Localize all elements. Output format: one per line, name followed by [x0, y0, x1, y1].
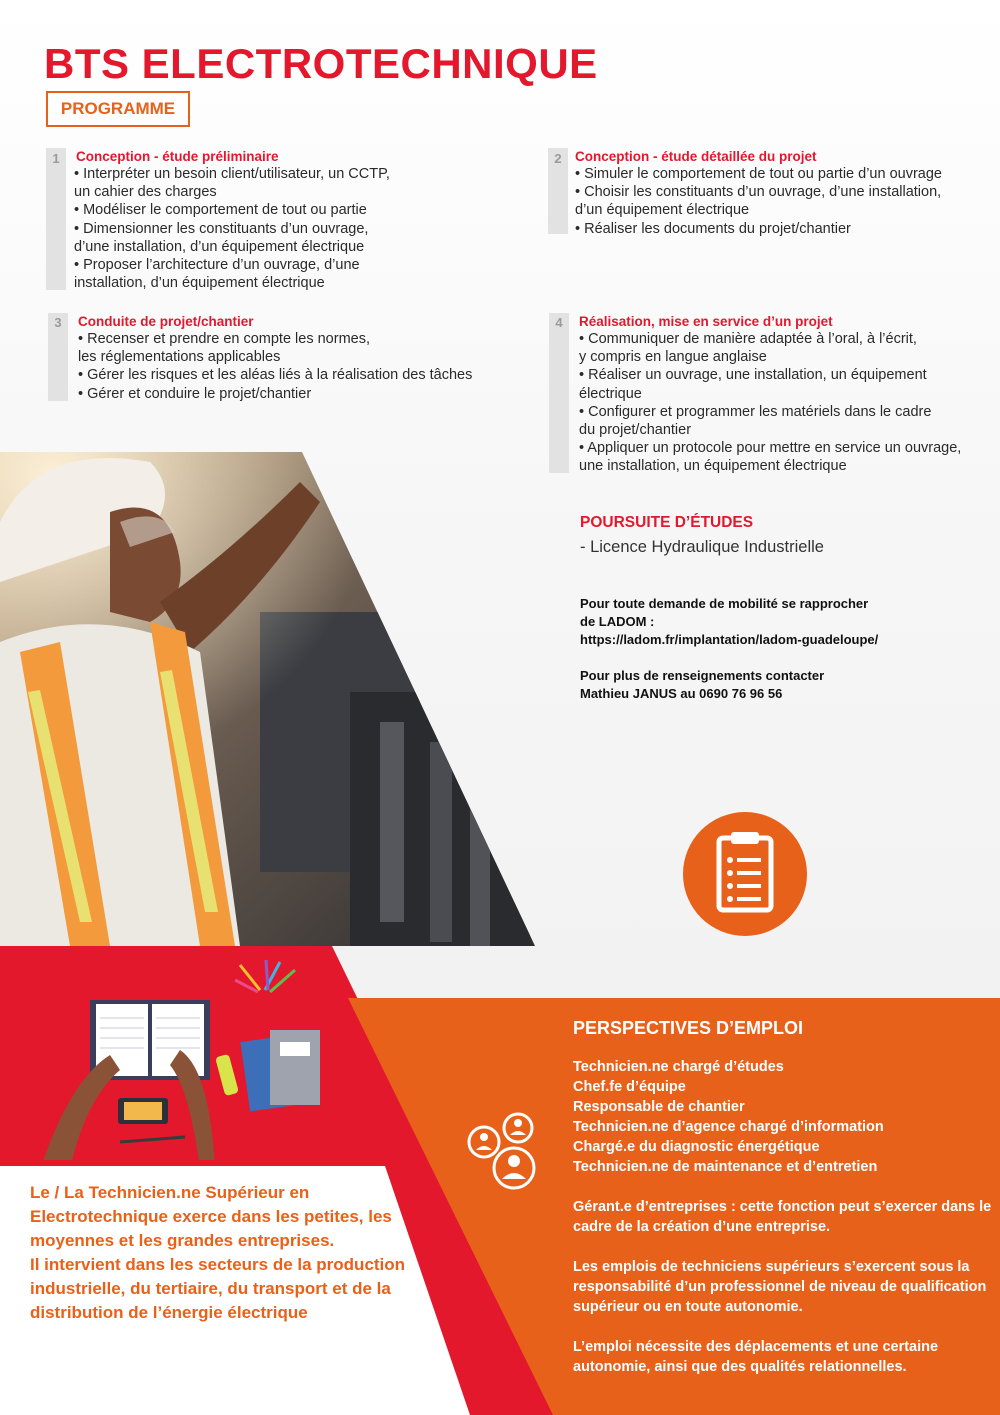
step-line: un cahier des charges: [74, 184, 217, 201]
job-item: Technicien.ne d’agence chargé d’information: [573, 1119, 884, 1135]
programme-step-1: [46, 148, 506, 290]
step-title: Conduite de projet/chantier: [78, 314, 254, 329]
programme-step-4: [549, 313, 989, 473]
step-bar: [46, 148, 66, 290]
page-title: BTS ELECTROTECHNIQUE: [44, 40, 598, 87]
info-line-2: Mathieu JANUS au 0690 76 96 56: [580, 686, 783, 701]
programme-step-3: [48, 313, 508, 401]
step-line: d’un équipement électrique: [575, 202, 750, 219]
info-line-1: Pour plus de renseignements contacter: [580, 668, 825, 683]
mobility-line-2: de LADOM :: [580, 614, 655, 629]
step-title: Conception - étude préliminaire: [76, 149, 279, 164]
step-line: électrique: [579, 385, 642, 402]
study-illustration: [40, 960, 340, 1165]
step-line: • Dimensionner les constituants d’un ouvrage,: [74, 220, 369, 237]
step-title: Réalisation, mise en service d’un projet: [579, 314, 833, 329]
step-number: 4: [555, 315, 563, 330]
step-title: Conception - étude détaillée du projet: [575, 149, 817, 164]
deplacements-paragraph: L’emploi nécessite des déplacements et une certaine autonomie, ainsi que des qualités relationnelles.: [573, 1339, 939, 1375]
step-line: du projet/chantier: [579, 422, 692, 439]
people-network-icon: [466, 1112, 550, 1197]
step-line: • Gérer et conduire le projet/chantier: [78, 385, 312, 402]
step-lines: [575, 165, 942, 238]
step-line: • Réaliser les documents du projet/chantier: [575, 220, 851, 237]
jobs-list: [573, 1057, 884, 1177]
step-line: • Choisir les constituants d’un ouvrage, d’une installation,: [575, 184, 942, 201]
clipboard-icon: [683, 812, 807, 936]
step-line: installation, d’un équipement électrique: [74, 275, 325, 292]
step-line: • Communiquer de manière adaptée à l’oral, à l’écrit,: [579, 331, 917, 347]
technicien-paragraph-2: Il intervient dans les secteurs de la production industrielle, du tertiaire, du transport et de la distribution de l’énergie électrique: [30, 1255, 406, 1322]
step-lines: [74, 165, 390, 292]
step-line: • Réaliser un ouvrage, une installation, un équipement: [579, 367, 927, 384]
step-line: • Simuler le comportement de tout ou partie d’un ouvrage: [575, 166, 942, 182]
job-item: Chef.fe d’équipe: [573, 1079, 686, 1095]
gerant-paragraph: Gérant.e d’entreprises : cette fonction peut s’exercer dans le cadre de la création d’une entreprise.: [573, 1199, 992, 1235]
job-item: Chargé.e du diagnostic énergétique: [573, 1139, 820, 1155]
step-number: 2: [554, 151, 562, 166]
step-lines: [579, 330, 961, 476]
job-item: Technicien.ne chargé d’études: [573, 1059, 784, 1075]
step-bar: [549, 313, 569, 473]
step-number: 1: [52, 151, 60, 166]
programme-step-2: [548, 148, 988, 237]
step-line: • Appliquer un protocole pour mettre en service un ouvrage,: [579, 440, 962, 457]
job-item: Technicien.ne de maintenance et d’entretien: [573, 1159, 878, 1175]
step-line: • Proposer l’architecture d’un ouvrage, d’une: [74, 257, 360, 274]
step-line: y compris en langue anglaise: [579, 349, 767, 366]
programme-label: PROGRAMME: [46, 91, 190, 127]
step-line: les réglementations applicables: [78, 349, 281, 366]
poursuite-item: - Licence Hydraulique Industrielle: [580, 538, 824, 556]
step-line: • Recenser et prendre en compte les normes,: [78, 331, 370, 347]
step-line: • Interpréter un besoin client/utilisateur, un CCTP,: [74, 166, 390, 182]
technicien-description: [30, 1181, 440, 1325]
step-line: une installation, un équipement électrique: [579, 458, 847, 475]
job-item: Responsable de chantier: [573, 1099, 745, 1115]
step-line: • Gérer les risques et les aléas liés à la réalisation des tâches: [78, 367, 473, 384]
step-line: • Configurer et programmer les matériels dans le cadre: [579, 403, 932, 420]
emplois-paragraph: Les emplois de techniciens supérieurs s’exercent sous la responsabilité d’un professionnel de niveau de qualification supérieur ou en toute autonomie.: [573, 1259, 987, 1315]
ladom-link[interactable]: https://ladom.fr/implantation/ladom-guadeloupe/: [580, 632, 879, 647]
step-line: • Modéliser le comportement de tout ou partie: [74, 202, 367, 219]
step-line: d’une installation, d’un équipement électrique: [74, 238, 365, 255]
step-number: 3: [54, 315, 62, 330]
mobility-line-1: Pour toute demande de mobilité se rapprocher: [580, 596, 869, 611]
perspectives-title: PERSPECTIVES D’EMPLOI: [573, 1018, 804, 1038]
technicien-paragraph-1: Le / La Technicien.ne Supérieur en Electrotechnique exerce dans les petites, les moyennes et les grandes entreprises.: [30, 1183, 392, 1250]
poursuite-title: POURSUITE D’ÉTUDES: [580, 514, 754, 531]
step-lines: [78, 330, 472, 403]
